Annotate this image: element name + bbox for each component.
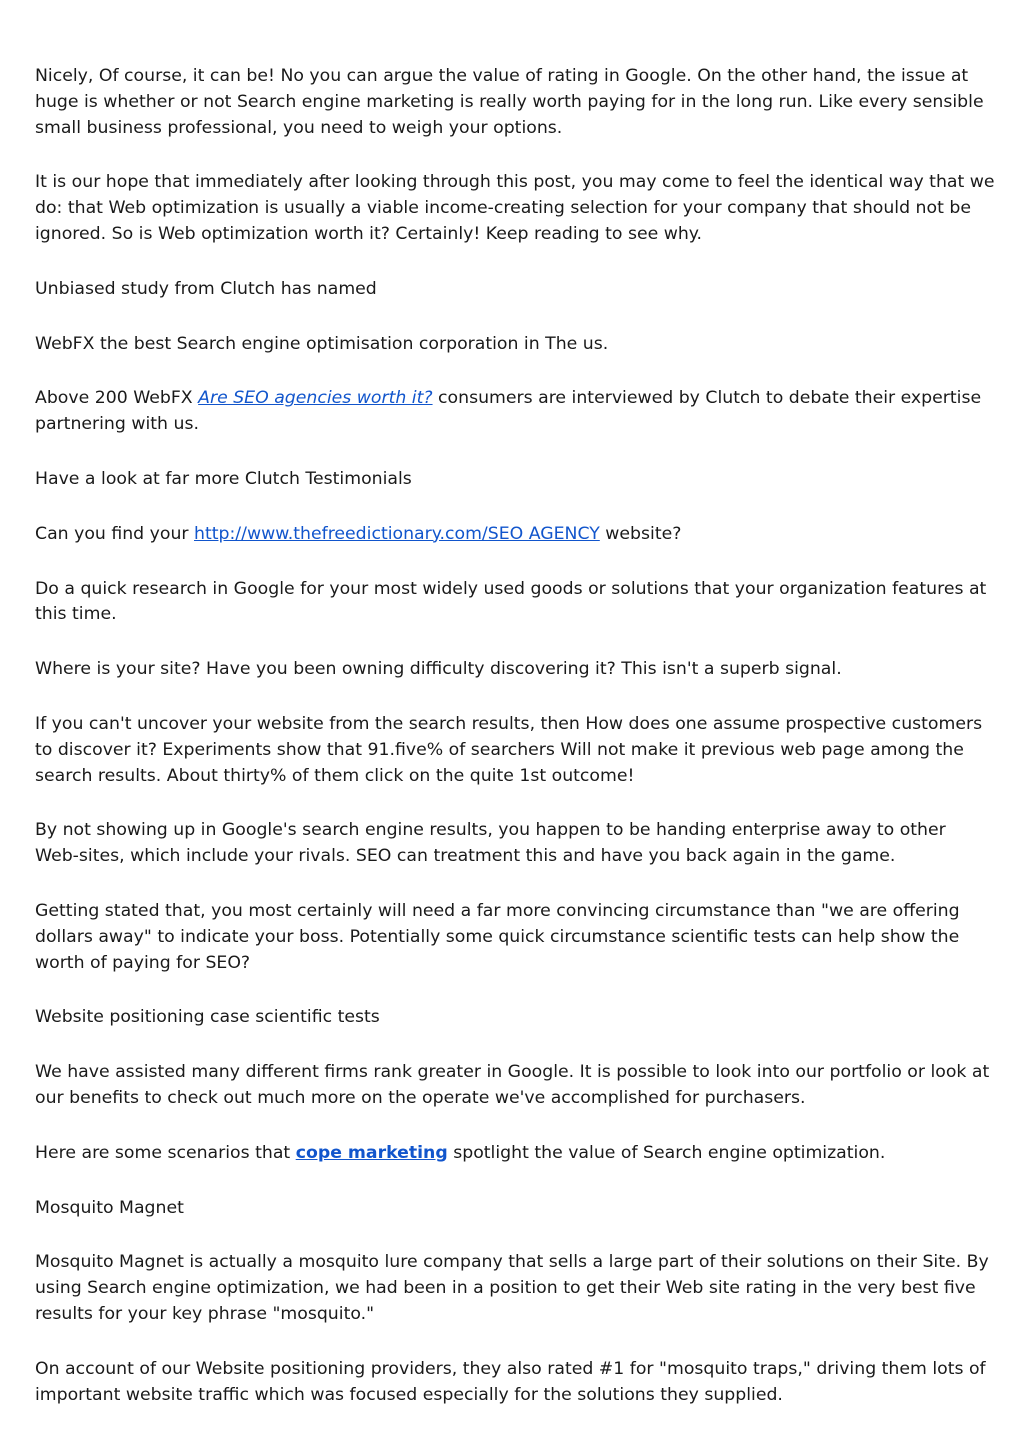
paragraph-clutch-testimonials: Have a look at far more Clutch Testimonials: [35, 468, 412, 489]
text-fragment: website?: [599, 523, 682, 544]
paragraph-hope: It is our hope that immediately after looking through this post, you may come to feel the identical way that we do: that Web optimization is usually a viable income-creating selection for your company that should not be ignored. So is Web optimization worth it? Certainly! Keep reading to see why.: [35, 172, 995, 244]
paragraph-find-website: [35, 522, 995, 548]
text-fragment: consumers are interviewed by Clutch to debate their expertise partnering with us.: [35, 388, 982, 435]
paragraph-scenarios: [35, 1141, 995, 1167]
text-fragment: Here are some scenarios that: [35, 1142, 296, 1163]
paragraph-mosquito-heading: Mosquito Magnet: [35, 1197, 184, 1218]
paragraph-convincing: Getting stated that, you most certainly will need a far more convincing circumstance than "we are offering dollars away" to indicate your boss. Potentially some quick circumstance scientific tests can help show the worth of paying for SEO?: [35, 900, 960, 973]
paragraph-mosquito-description: Mosquito Magnet is actually a mosquito lure company that sells a large part of their solutions on their Site. By using Search engine optimization, we had been in a position to get their Web site rating in the very best five results for your key phrase "mosquito.": [35, 1252, 989, 1324]
text-fragment: spotlight the value of Search engine optimization.: [447, 1142, 886, 1163]
dictionary-link[interactable]: http://www.thefreedictionary.com/SEO AGENCY: [194, 523, 600, 544]
paragraph-case-studies-heading: Website positioning case scientific tests: [35, 1007, 380, 1028]
paragraph-seo-value: Nicely, Of course, it can be! No you can argue the value of rating in Google. On the other hand, the issue at huge is whether or not Search engine marketing is really worth paying for in the long run. Like every sensible small business professional, you need to weigh your options.: [35, 66, 984, 138]
paragraph-clutch-study: Unbiased study from Clutch has named: [35, 278, 377, 299]
paragraph-assisted-firms: We have assisted many different firms rank greater in Google. It is possible to look into our portfolio or look at our benefits to check out much more on the operate we've accomplished for purchasers.: [35, 1062, 990, 1108]
paragraph-quick-research: Do a quick research in Google for your most widely used goods or solutions that your organization features at this time.: [35, 578, 987, 625]
paragraph-clutch-interviews: [35, 386, 995, 438]
paragraph-mosquito-traps: On account of our Website positioning providers, they also rated #1 for "mosquito traps," driving them lots of important website traffic which was focused especially for the solutions they supplied.: [35, 1358, 986, 1405]
paragraph-not-showing: By not showing up in Google's search engine results, you happen to be handing enterprise away to other Web-sites, which include your rivals. SEO can treatment this and have you back again in the game.: [35, 820, 946, 867]
text-fragment: Can you find your: [35, 523, 194, 544]
text-fragment: Above 200 WebFX: [35, 388, 199, 409]
paragraph-search-results: If you can't uncover your website from the search results, then How does one assume prospective customers to discover it? Experiments show that 91.five% of searchers Will not make it previous web page among the search results. About thirty% of them click on the quite 1st outcome!: [35, 713, 983, 786]
document-body: [35, 64, 995, 1437]
paragraph-webfx-best: WebFX the best Search engine optimisation corporation in The us.: [35, 333, 609, 354]
seo-agencies-link[interactable]: Are SEO agencies worth it?: [198, 388, 433, 409]
cope-marketing-link[interactable]: cope marketing: [295, 1142, 448, 1163]
paragraph-where-site: Where is your site? Have you been owning difficulty discovering it? This isn't a superb signal.: [35, 659, 842, 680]
